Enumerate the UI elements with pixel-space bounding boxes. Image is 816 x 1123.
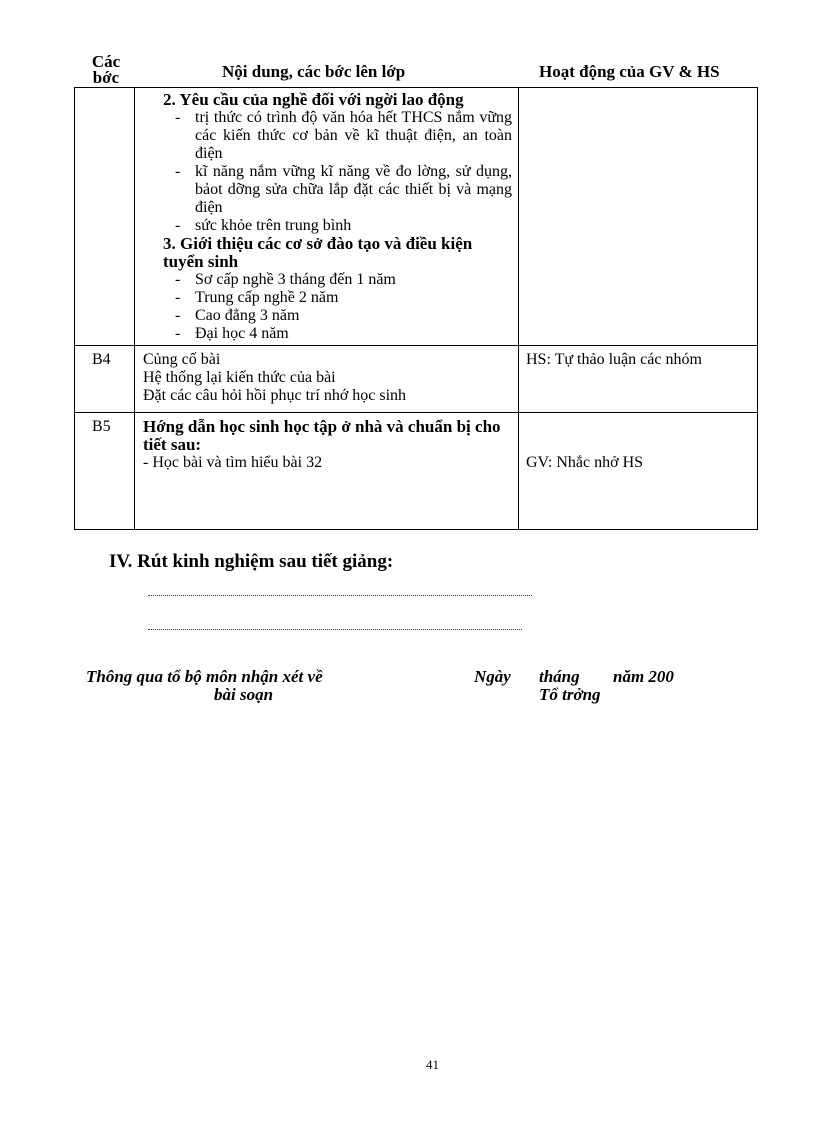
row3-title: Hớng dẫn học sinh học tập ở nhà và chuẩn bị cho tiết sau: bbox=[143, 417, 501, 454]
signature-date-thang: tháng bbox=[539, 667, 580, 686]
dotted-line-1 bbox=[148, 595, 532, 596]
list-item: - trị thức có trình độ văn hóa hết THCS nắm vững các kiến thức cơ bản về kĩ thuật điện, an toàn điện bbox=[175, 109, 512, 162]
list-item: - Trung cấp nghề 2 năm bbox=[175, 289, 339, 306]
divider-row1 bbox=[74, 345, 758, 346]
list-item: - Đại học 4 năm bbox=[175, 325, 289, 342]
row3-activity: GV: Nhắc nhở HS bbox=[526, 454, 644, 471]
row2-line: Củng cố bài bbox=[143, 351, 221, 368]
row1-content bbox=[163, 91, 512, 343]
border-bottom bbox=[74, 529, 758, 530]
list-item-text: trị thức có trình độ văn hóa hết THCS nắm vững các kiến thức cơ bản về kĩ thuật điện, an toàn điện bbox=[195, 109, 512, 162]
header-activity: Hoạt động của GV & HS bbox=[539, 62, 720, 81]
header-steps bbox=[80, 54, 132, 86]
signature-date-nam: năm 200 bbox=[613, 667, 674, 686]
signature-role: Tổ trởng bbox=[539, 685, 601, 704]
list-item: - Sơ cấp nghề 3 tháng đến 1 năm bbox=[175, 271, 396, 288]
divider-col1 bbox=[134, 87, 135, 530]
signature-left-line2: bài soạn bbox=[214, 685, 274, 704]
border-left bbox=[74, 87, 75, 530]
dotted-line-2 bbox=[148, 629, 522, 630]
divider-col2 bbox=[518, 87, 519, 530]
header-steps-line1: Các bbox=[91, 52, 121, 71]
row2-step: B4 bbox=[92, 351, 111, 368]
header-content: Nội dung, các bớc lên lớp bbox=[222, 62, 406, 81]
section2-title: 2. Yêu cầu của nghề đối với ngời lao động bbox=[163, 90, 464, 109]
row3-step: B5 bbox=[92, 418, 111, 435]
row3-item: - Học bài và tìm hiểu bài 32 bbox=[143, 454, 323, 471]
row3-content bbox=[143, 418, 515, 472]
page-number: 41 bbox=[426, 1057, 439, 1072]
list-item: - kĩ năng nắm vững kĩ năng về đo lờng, sử dụng, bảot dỡng sửa chữa lắp đặt các thiết bị và mạng điện bbox=[175, 163, 512, 216]
list-item: - sức khỏe trên trung bình bbox=[175, 217, 352, 234]
header-steps-line2: bớc bbox=[92, 68, 120, 87]
section3-list bbox=[175, 271, 512, 343]
list-item: - Cao đẳng 3 năm bbox=[175, 307, 300, 324]
row2-activity: HS: Tự thảo luận các nhóm bbox=[526, 351, 702, 368]
list-item-text: Trung cấp nghề 2 năm bbox=[195, 289, 339, 306]
row2-line: Hệ thống lại kiến thức của bài bbox=[143, 369, 336, 386]
signature-date-ngay: Ngày bbox=[474, 667, 511, 686]
section3-title: 3. Giới thiệu các cơ sở đào tạo và điều kiện tuyển sinh bbox=[163, 234, 473, 271]
border-top bbox=[74, 87, 758, 88]
list-item-text: sức khỏe trên trung bình bbox=[195, 217, 352, 234]
list-item-text: kĩ năng nắm vững kĩ năng về đo lờng, sử dụng, bảot dỡng sửa chữa lắp đặt các thiết bị và mạng điện bbox=[195, 163, 512, 216]
divider-row2 bbox=[74, 412, 758, 413]
list-item-text: Sơ cấp nghề 3 tháng đến 1 năm bbox=[195, 271, 396, 288]
list-item-text: Đại học 4 năm bbox=[195, 325, 289, 342]
signature-left-line1: Thông qua tổ bộ môn nhận xét về bbox=[86, 667, 323, 686]
section2-list bbox=[175, 109, 512, 235]
row2-content bbox=[143, 351, 513, 405]
list-item-text: Cao đẳng 3 năm bbox=[195, 307, 300, 324]
border-right bbox=[757, 87, 758, 530]
row2-line: Đặt các câu hỏi hồi phục trí nhớ học sinh bbox=[143, 387, 407, 404]
section-iv-title: IV. Rút kinh nghiệm sau tiết giảng: bbox=[109, 551, 394, 572]
